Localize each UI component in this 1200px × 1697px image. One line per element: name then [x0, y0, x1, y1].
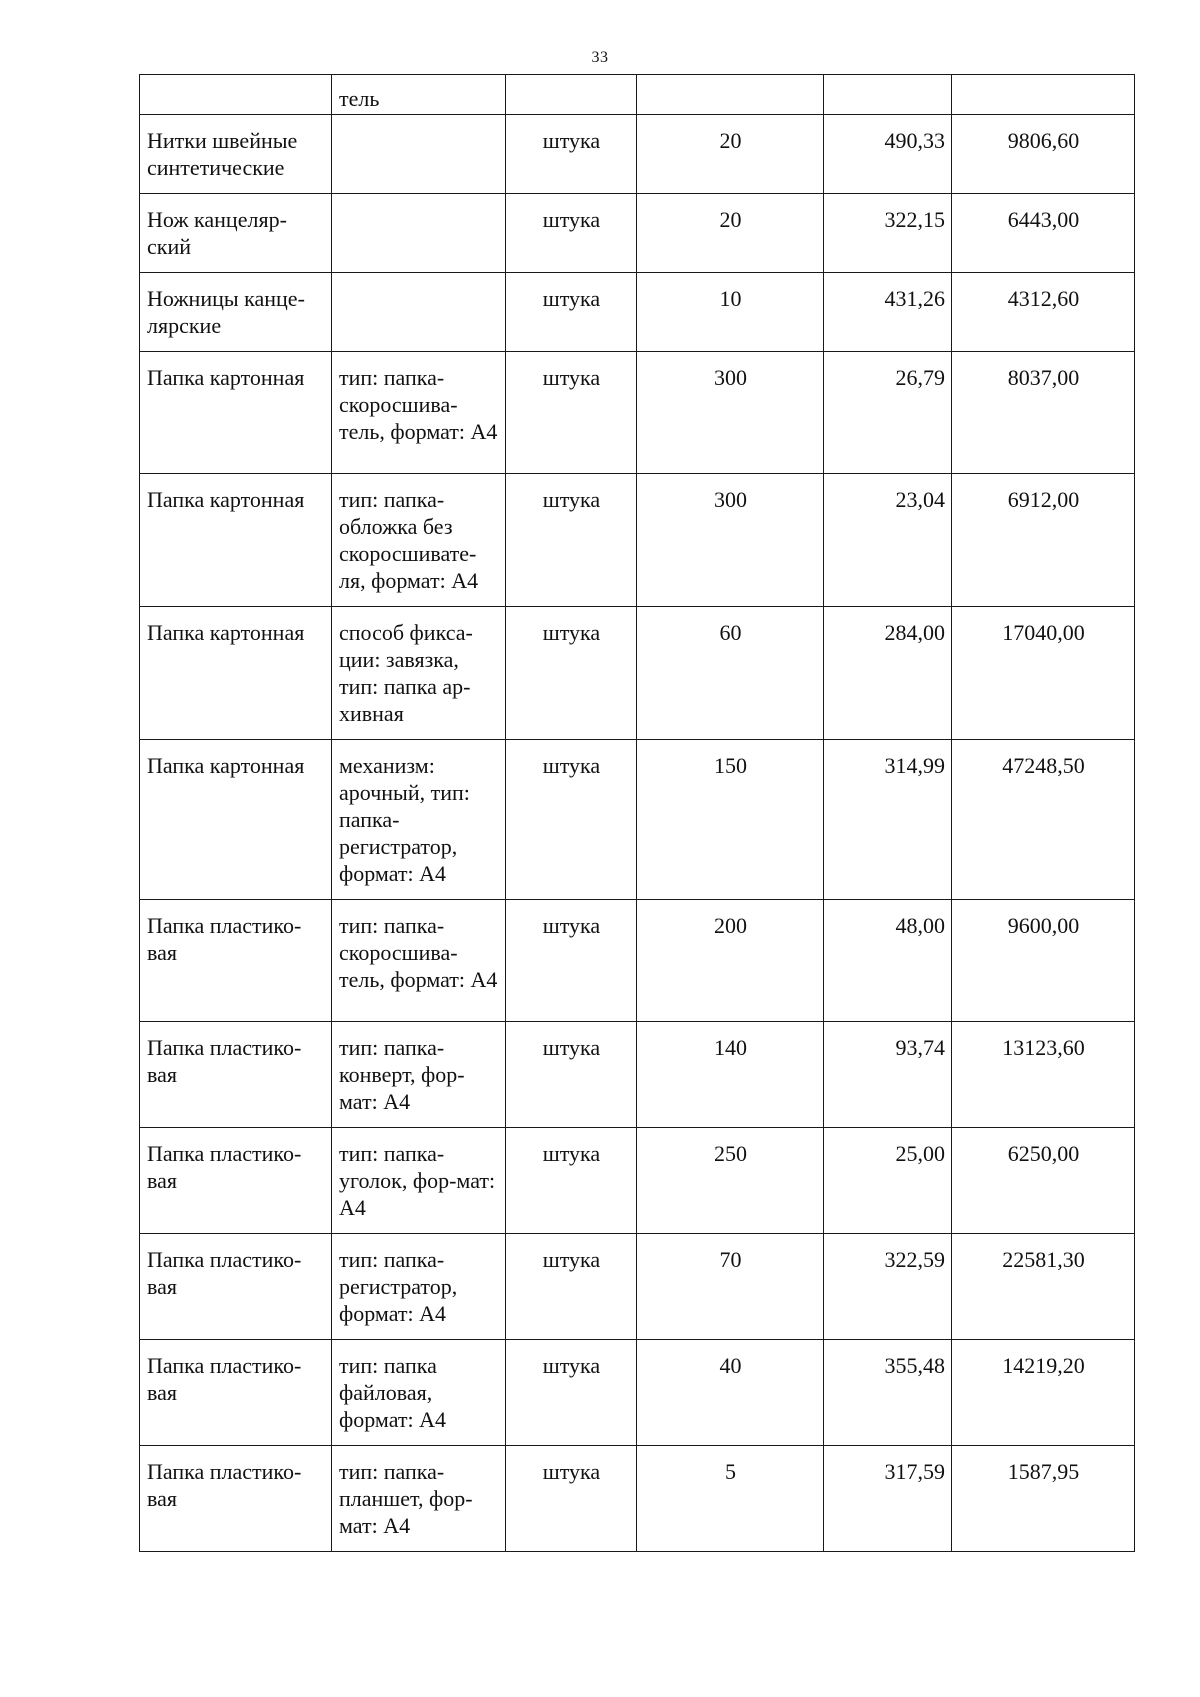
cell-sum: 9806,60 [952, 115, 1135, 194]
cell-price: 490,33 [824, 115, 952, 194]
cell-quantity: 60 [637, 607, 824, 740]
cell-quantity: 140 [637, 1022, 824, 1128]
cell-name: Папка пластико-вая [140, 1128, 332, 1234]
table-row [140, 1128, 1135, 1234]
cell-price: 431,26 [824, 273, 952, 352]
cell-name: Папка картонная [140, 352, 332, 474]
cell-characteristics [332, 115, 506, 194]
table-row [140, 352, 1135, 474]
cell-quantity: 20 [637, 194, 824, 273]
table-row [140, 1446, 1135, 1552]
cell-sum: 13123,60 [952, 1022, 1135, 1128]
cell-quantity: 70 [637, 1234, 824, 1340]
cell-name: Папка картонная [140, 474, 332, 607]
cell-unit: штука [506, 474, 637, 607]
table-row [140, 1340, 1135, 1446]
cell-sum: 6250,00 [952, 1128, 1135, 1234]
cell-quantity: 150 [637, 740, 824, 900]
cell-sum: 6443,00 [952, 194, 1135, 273]
cell-sum: 1587,95 [952, 1446, 1135, 1552]
cell-sum: 14219,20 [952, 1340, 1135, 1446]
cell-name: Папка картонная [140, 740, 332, 900]
cell-characteristics: механизм: арочный, тип: папка-регистратор, формат: А4 [332, 740, 506, 900]
cell-characteristics: тип: папка-планшет, фор-мат: А4 [332, 1446, 506, 1552]
cell-characteristics: тип: папка-уголок, фор-мат: А4 [332, 1128, 506, 1234]
cell-quantity: 10 [637, 273, 824, 352]
cell-quantity: 250 [637, 1128, 824, 1234]
table-row [140, 740, 1135, 900]
cell-quantity: 5 [637, 1446, 824, 1552]
cell-price: 322,15 [824, 194, 952, 273]
table-row [140, 115, 1135, 194]
cell-quantity [637, 75, 824, 115]
cell-characteristics: тип: папка файловая, формат: А4 [332, 1340, 506, 1446]
cell-price: 48,00 [824, 900, 952, 1022]
cell-characteristics: тип: папка-конверт, фор-мат: А4 [332, 1022, 506, 1128]
cell-quantity: 300 [637, 474, 824, 607]
cell-characteristics: тип: папка-обложка без скоросшивате-ля, формат: А4 [332, 474, 506, 607]
table-row [140, 1022, 1135, 1128]
cell-price: 284,00 [824, 607, 952, 740]
table-row [140, 474, 1135, 607]
cell-name [140, 75, 332, 115]
cell-name: Папка картонная [140, 607, 332, 740]
cell-name: Ножницы канце-лярские [140, 273, 332, 352]
cell-unit [506, 75, 637, 115]
cell-quantity: 20 [637, 115, 824, 194]
page-number: 33 [591, 49, 609, 66]
cell-sum: 4312,60 [952, 273, 1135, 352]
cell-sum: 17040,00 [952, 607, 1135, 740]
cell-unit: штука [506, 740, 637, 900]
cell-sum [952, 75, 1135, 115]
cell-characteristics: тип: папка-скоросшива-тель, формат: А4 [332, 352, 506, 474]
cell-price: 322,59 [824, 1234, 952, 1340]
table-row [140, 273, 1135, 352]
table-row [140, 900, 1135, 1022]
cell-characteristics: тель [332, 75, 506, 115]
cell-price: 355,48 [824, 1340, 952, 1446]
cell-name: Нитки швейные синтетические [140, 115, 332, 194]
cell-name: Папка пластико-вая [140, 1022, 332, 1128]
cell-price: 23,04 [824, 474, 952, 607]
cell-quantity: 300 [637, 352, 824, 474]
cell-quantity: 40 [637, 1340, 824, 1446]
cell-unit: штука [506, 1022, 637, 1128]
items-table [139, 74, 1135, 1552]
cell-sum: 8037,00 [952, 352, 1135, 474]
cell-characteristics: тип: папка-регистратор, формат: А4 [332, 1234, 506, 1340]
cell-price: 25,00 [824, 1128, 952, 1234]
cell-unit: штука [506, 1128, 637, 1234]
cell-unit: штука [506, 352, 637, 474]
cell-price [824, 75, 952, 115]
cell-name: Нож канцеляр-ский [140, 194, 332, 273]
cell-unit: штука [506, 1446, 637, 1552]
cell-characteristics: тип: папка-скоросшива-тель, формат: А4 [332, 900, 506, 1022]
cell-unit: штука [506, 194, 637, 273]
cell-unit: штука [506, 115, 637, 194]
cell-characteristics: способ фикса-ции: завязка, тип: папка ар-хивная [332, 607, 506, 740]
cell-name: Папка пластико-вая [140, 1234, 332, 1340]
cell-sum: 22581,30 [952, 1234, 1135, 1340]
cell-characteristics [332, 273, 506, 352]
table-row [140, 1234, 1135, 1340]
table-row [140, 194, 1135, 273]
cell-price: 26,79 [824, 352, 952, 474]
cell-name: Папка пластико-вая [140, 1446, 332, 1552]
continuation-row [140, 75, 1135, 115]
cell-quantity: 200 [637, 900, 824, 1022]
table-row [140, 607, 1135, 740]
items-table-body [140, 75, 1135, 1552]
cell-unit: штука [506, 1234, 637, 1340]
cell-price: 93,74 [824, 1022, 952, 1128]
cell-sum: 9600,00 [952, 900, 1135, 1022]
cell-price: 314,99 [824, 740, 952, 900]
cell-unit: штука [506, 1340, 637, 1446]
cell-price: 317,59 [824, 1446, 952, 1552]
cell-name: Папка пластико-вая [140, 900, 332, 1022]
cell-name: Папка пластико-вая [140, 1340, 332, 1446]
cell-unit: штука [506, 900, 637, 1022]
cell-unit: штука [506, 273, 637, 352]
cell-sum: 6912,00 [952, 474, 1135, 607]
cell-characteristics [332, 194, 506, 273]
cell-sum: 47248,50 [952, 740, 1135, 900]
cell-unit: штука [506, 607, 637, 740]
